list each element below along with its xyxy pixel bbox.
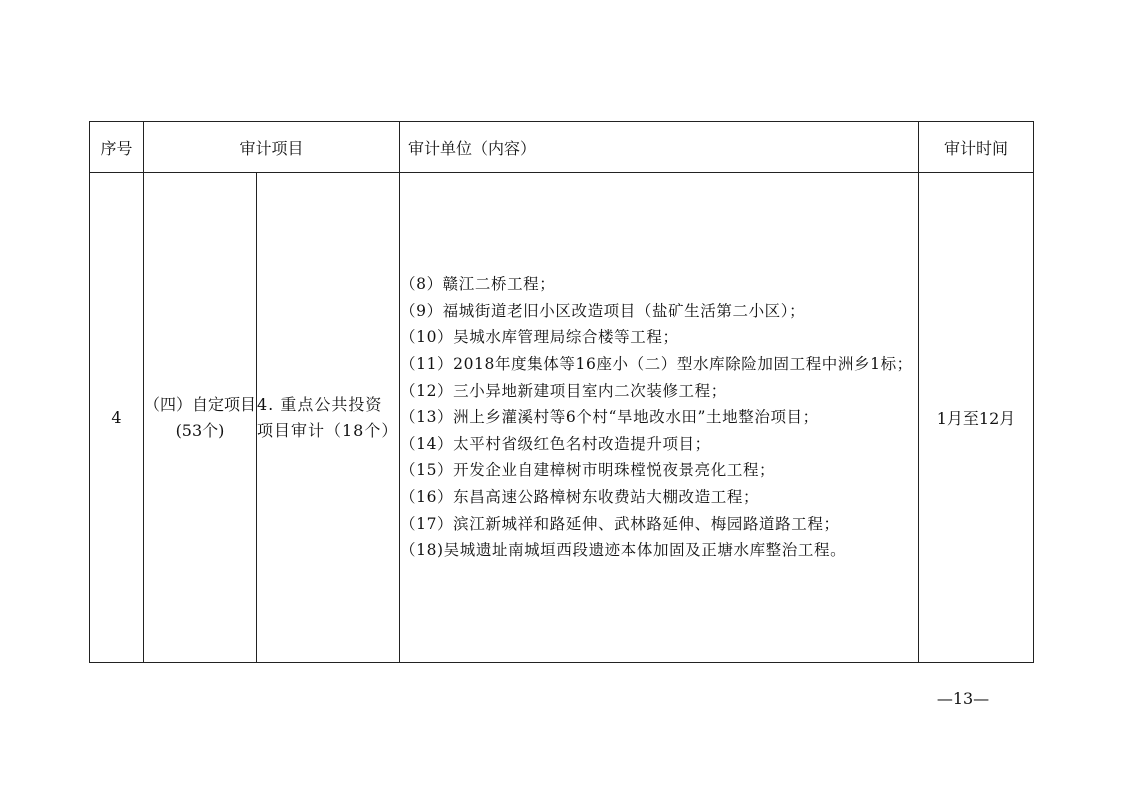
list-item: （14）太平村省级红色名村改造提升项目；	[400, 434, 711, 453]
row-time: 1月至12月	[919, 173, 1034, 663]
list-item: （18)吴城遗址南城垣西段遗迹本体加固及正塘水库整治工程。	[400, 541, 847, 560]
header-time: 审计时间	[919, 122, 1034, 173]
list-item: （11）2018年度集体等16座小（二）型水库除险加固工程中洲乡1标；	[400, 355, 913, 374]
list-item: （16）东昌高速公路樟树东收费站大棚改造工程；	[400, 487, 760, 506]
table-header-row	[90, 122, 1034, 173]
list-item: （9）福城街道老旧小区改造项目（盐矿生活第二小区）；	[400, 301, 806, 320]
header-unit: 审计单位（内容）	[400, 122, 919, 173]
header-seq: 序号	[90, 122, 144, 173]
list-item: （10）吴城水库管理局综合楼等工程；	[400, 328, 679, 347]
list-item: （17）滨江新城祥和路延伸、武林路延伸、梅园路道路工程；	[400, 514, 840, 533]
audit-unit-list	[400, 271, 918, 564]
row-seq: 4	[90, 173, 144, 663]
row-subproject: 4. 重点公共投资项目审计（18个）	[257, 173, 400, 663]
table-row	[90, 173, 1034, 663]
list-item: （8）赣江二桥工程；	[400, 275, 556, 294]
row-project: （四）自定项目(53个)	[144, 173, 257, 663]
list-item: （15）开发企业自建樟树市明珠樘悦夜景亮化工程；	[400, 461, 776, 480]
row-audit-units	[400, 173, 919, 663]
list-item: （12）三小异地新建项目室内二次装修工程；	[400, 381, 727, 400]
list-item: （13）洲上乡灌溪村等6个村“旱地改水田”土地整治项目；	[400, 408, 819, 427]
header-project: 审计项目	[144, 122, 400, 173]
page-number: —13—	[936, 689, 990, 708]
audit-plan-table	[89, 121, 1034, 663]
